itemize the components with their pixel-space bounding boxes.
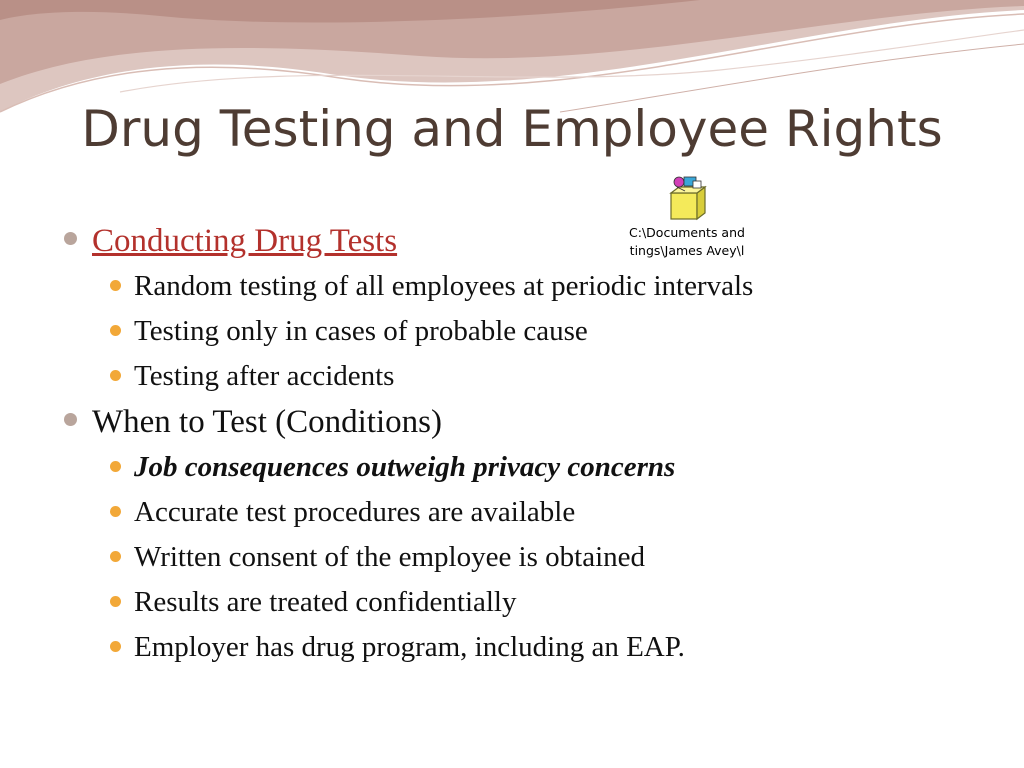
- sub-bullet-text: Testing only in cases of probable cause: [134, 315, 588, 347]
- bullet-dot-icon: [110, 596, 121, 607]
- bullet-dot-icon: [110, 506, 121, 517]
- bullet-text: When to Test (Conditions): [92, 404, 442, 440]
- bullet-dot-icon: [64, 413, 77, 426]
- sub-bullet: [62, 309, 1002, 354]
- bullet-dot-icon: [110, 280, 121, 291]
- sub-bullet: [62, 490, 1002, 535]
- sub-bullet-text: Written consent of the employee is obtained: [134, 541, 646, 573]
- bullet-dot-icon: [110, 641, 121, 652]
- bullet-dot-icon: [110, 325, 121, 336]
- sub-bullet-text: Testing after accidents: [134, 360, 395, 392]
- sub-bullet: [62, 354, 1002, 399]
- sub-bullet-text-emphasized: Job consequences outweigh privacy concerns: [134, 451, 676, 483]
- sub-bullet: [62, 445, 1002, 490]
- slide-title: Drug Testing and Employee Rights: [81, 100, 943, 158]
- bullet-when-to-test: [62, 399, 1002, 445]
- sub-bullet: [62, 264, 1002, 309]
- bullet-list: [62, 218, 1002, 670]
- bullet-dot-icon: [110, 461, 121, 472]
- bullet-dot-icon: [110, 551, 121, 562]
- sub-bullet: [62, 580, 1002, 625]
- conducting-drug-tests-link[interactable]: Conducting Drug Tests: [92, 223, 398, 259]
- sub-bullet-text: Accurate test procedures are available: [134, 496, 576, 528]
- bullet-conducting-drug-tests: [62, 218, 1002, 264]
- sub-bullet-text: Results are treated confidentially: [134, 586, 517, 618]
- package-icon: [665, 175, 709, 223]
- sub-bullet-text: Employer has drug program, including an EAP.: [134, 631, 685, 663]
- sub-bullet: [62, 535, 1002, 580]
- bullet-dot-icon: [110, 370, 121, 381]
- package-caption-line-1: C:\Documents and: [629, 225, 745, 240]
- sub-bullet: [62, 625, 1002, 670]
- sub-bullet-text: Random testing of all employees at periodic intervals: [134, 270, 754, 302]
- bullet-dot-icon: [64, 232, 77, 245]
- package-caption-line-2: tings\James Avey\l: [629, 243, 745, 258]
